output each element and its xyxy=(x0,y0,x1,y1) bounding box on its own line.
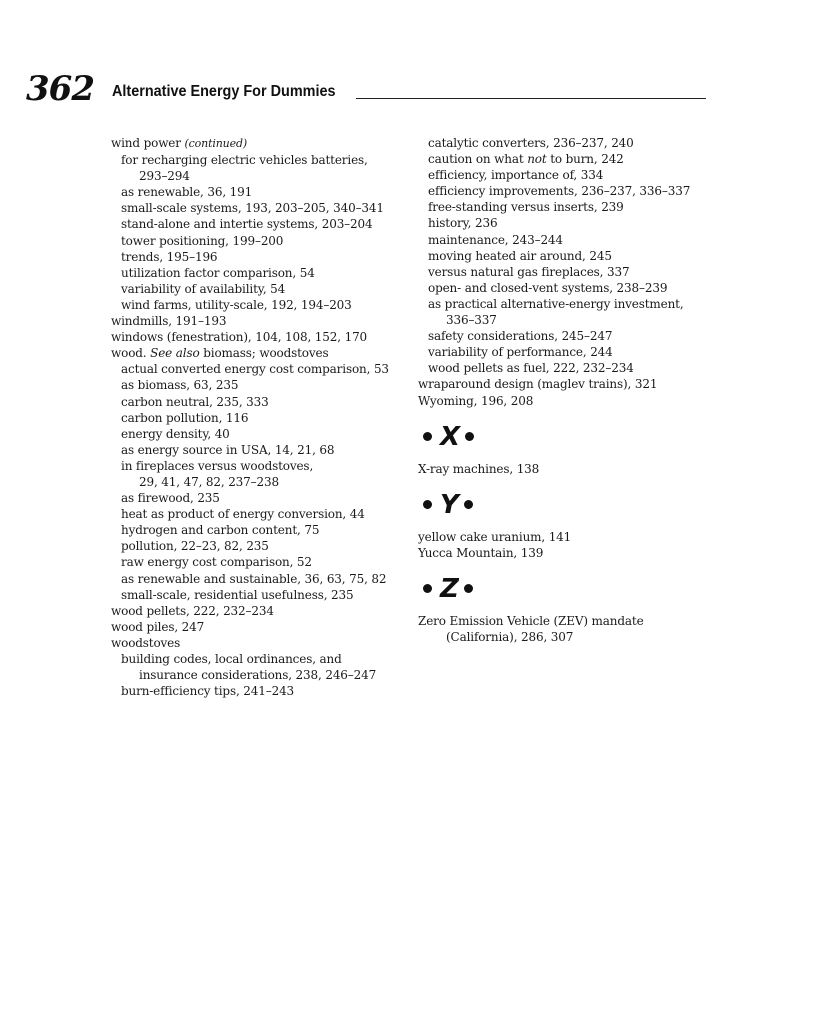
entry-text: to burn, 242 xyxy=(546,152,624,167)
index-subentry: free-standing versus inserts, 239 xyxy=(428,200,624,215)
index-entry-wood-pellets: wood pellets, 222, 232–234 xyxy=(111,603,274,618)
bullet-icon xyxy=(423,432,432,441)
index-subentry: energy density, 40 xyxy=(121,426,230,441)
section-letter: X xyxy=(440,421,461,452)
index-entry-yucca: Yucca Mountain, 139 xyxy=(418,545,544,560)
index-subentry: building codes, local ordinances, and xyxy=(121,652,342,666)
bullet-icon xyxy=(423,584,432,593)
continued-label: (continued) xyxy=(184,137,247,150)
index-subentry-continued: 29, 41, 47, 82, 237–238 xyxy=(139,474,279,489)
index-entry-yellowcake: yellow cake uranium, 141 xyxy=(418,529,572,544)
page-number: 362 xyxy=(26,69,94,109)
running-head-title: Alternative Energy For Dummies xyxy=(112,83,336,100)
bullet-icon xyxy=(423,500,432,509)
index-subentry: for recharging electric vehicles batteries, xyxy=(121,153,368,168)
see-also-label: See also xyxy=(150,346,200,361)
index-subentry: wind farms, utility-scale, 192, 194–203 xyxy=(121,297,352,312)
index-subentry: in fireplaces versus woodstoves, xyxy=(121,458,314,473)
index-subentry: pollution, 22–23, 82, 235 xyxy=(121,539,269,554)
index-subentry: as renewable, 36, 191 xyxy=(121,185,253,200)
bullet-icon xyxy=(464,584,473,593)
index-subentry: as biomass, 63, 235 xyxy=(121,378,239,393)
index-subentry: moving heated air around, 245 xyxy=(428,248,612,263)
section-letter-z xyxy=(418,569,718,609)
index-subentry: small-scale, residential usefulness, 235 xyxy=(121,587,354,602)
section-letter: Y xyxy=(440,489,459,520)
index-entry-wood xyxy=(111,345,411,361)
index-subentry: safety considerations, 245–247 xyxy=(428,329,613,344)
index-subentry-continued: 336–337 xyxy=(446,313,497,328)
index-subentry: catalytic converters, 236–237, 240 xyxy=(428,136,634,150)
index-subentry: actual converted energy cost comparison, 53 xyxy=(121,362,389,377)
index-entry-woodstoves: woodstoves xyxy=(111,635,181,650)
cross-reference: biomass; woodstoves xyxy=(199,346,329,361)
section-letter-y xyxy=(418,485,718,525)
index-subentry: carbon pollution, 116 xyxy=(121,410,249,425)
index-subentry: trends, 195–196 xyxy=(121,249,218,264)
bullet-icon xyxy=(465,432,474,441)
index-subentry-continued: insurance considerations, 238, 246–247 xyxy=(139,668,377,683)
section-letter: Z xyxy=(440,573,459,604)
index-subentry xyxy=(418,151,718,167)
index-subentry: as practical alternative-energy investment, xyxy=(428,296,684,311)
index-entry-wraparound: wraparound design (maglev trains), 321 xyxy=(418,377,658,392)
index-subentry: small-scale systems, 193, 203–205, 340–341 xyxy=(121,201,384,216)
index-subentry: open- and closed-vent systems, 238–239 xyxy=(428,280,668,295)
section-letter-x xyxy=(418,417,718,457)
index-entry-wind-power xyxy=(111,135,411,152)
index-entry-windows: windows (fenestration), 104, 108, 152, 170 xyxy=(111,330,368,345)
index-subentry: as firewood, 235 xyxy=(121,491,220,506)
index-subentry: burn-efficiency tips, 241–243 xyxy=(121,684,295,699)
index-entry-windmills: windmills, 191–193 xyxy=(111,314,227,329)
index-subentry: carbon neutral, 235, 333 xyxy=(121,394,269,409)
header-rule xyxy=(356,98,706,99)
index-subentry: as renewable and sustainable, 36, 63, 75, 82 xyxy=(121,571,387,586)
index-column-left xyxy=(111,135,411,699)
index-entry-wood-piles: wood piles, 247 xyxy=(111,619,205,634)
entry-text: wood. xyxy=(111,346,151,361)
index-subentry: stand-alone and intertie systems, 203–204 xyxy=(121,217,373,232)
entry-text: wind power xyxy=(111,136,181,150)
index-subentry: heat as product of energy conversion, 44 xyxy=(121,507,365,522)
index-subentry: efficiency improvements, 236–237, 336–337 xyxy=(428,184,691,199)
emphasis-text: not xyxy=(527,152,547,167)
index-subentry: wood pellets as fuel, 222, 232–234 xyxy=(428,361,634,376)
index-column-right xyxy=(418,135,718,645)
index-subentry-continued: (California), 286, 307 xyxy=(446,629,574,644)
entry-text: caution on what xyxy=(428,152,528,167)
index-subentry-continued: 293–294 xyxy=(139,169,190,184)
index-subentry: variability of performance, 244 xyxy=(428,345,613,360)
index-subentry: history, 236 xyxy=(428,216,498,231)
index-subentry: as energy source in USA, 14, 21, 68 xyxy=(121,442,335,457)
index-subentry: variability of availability, 54 xyxy=(121,281,286,296)
index-subentry: efficiency, importance of, 334 xyxy=(428,168,604,183)
index-subentry: maintenance, 243–244 xyxy=(428,232,563,247)
index-subentry: raw energy cost comparison, 52 xyxy=(121,555,312,570)
index-subentry: tower positioning, 199–200 xyxy=(121,233,284,248)
index-subentry: versus natural gas fireplaces, 337 xyxy=(428,264,630,279)
bullet-icon xyxy=(464,500,473,509)
index-entry-xray: X-ray machines, 138 xyxy=(418,461,540,476)
index-subentry: hydrogen and carbon content, 75 xyxy=(121,523,320,538)
index-entry-wyoming: Wyoming, 196, 208 xyxy=(418,393,534,408)
index-entry-zev: Zero Emission Vehicle (ZEV) mandate xyxy=(418,613,644,628)
index-subentry: utilization factor comparison, 54 xyxy=(121,265,315,280)
